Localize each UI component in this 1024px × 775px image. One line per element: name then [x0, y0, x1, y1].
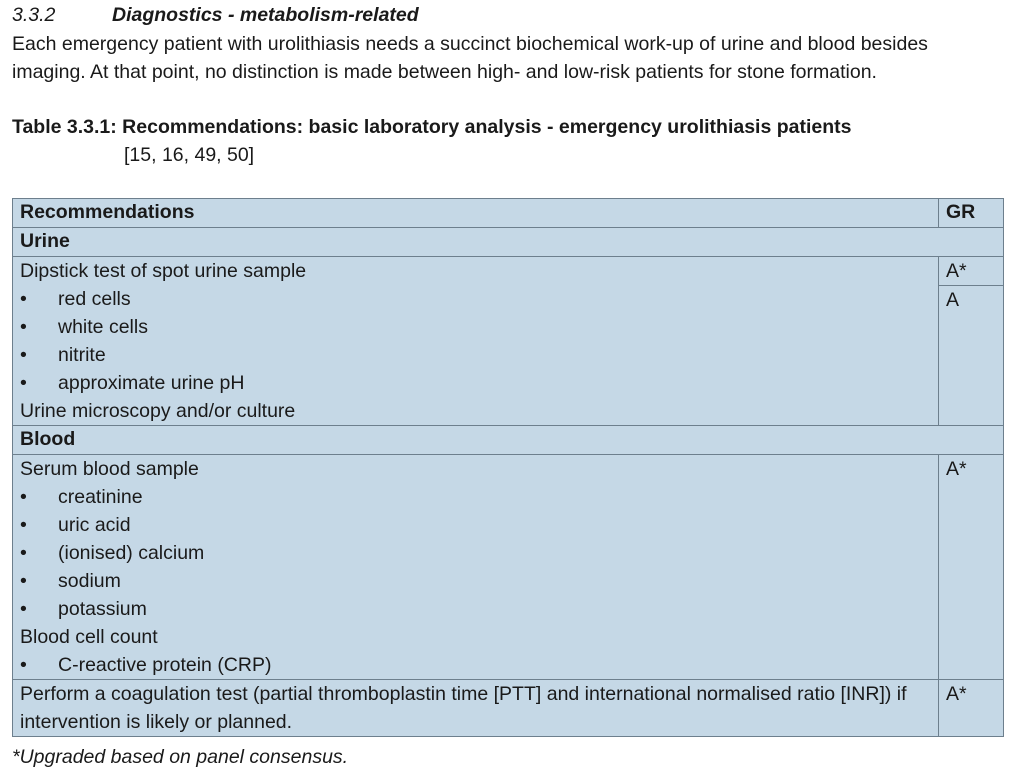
cell-count-text: Blood cell count — [20, 626, 158, 648]
microscopy-text: Urine microscopy and/or culture — [20, 400, 296, 422]
serum-grade: A* — [946, 458, 967, 480]
urine-recommendations — [13, 257, 939, 426]
table-row-coagulation — [13, 680, 1004, 737]
list-item: • nitrite — [20, 341, 931, 369]
table-references: [15, 16, 49, 50] — [124, 144, 255, 166]
blood-recommendations — [13, 455, 939, 680]
header-gr: GR — [939, 199, 1004, 228]
coagulation-line-1: Perform a coagulation test (partial thromboplastin time [PTT] and international normalised ratio [INR]) if — [20, 683, 907, 705]
section-heading — [12, 2, 419, 29]
intro-paragraph — [12, 30, 1006, 86]
section-label-urine: Urine — [13, 228, 1004, 257]
coagulation-recommendation — [13, 680, 939, 737]
list-item: • uric acid — [20, 511, 931, 539]
header-recommendations: Recommendations — [13, 199, 939, 228]
coagulation-line-2: intervention is likely or planned. — [20, 711, 293, 733]
list-item: • red cells — [20, 285, 931, 313]
table-row-blood — [13, 455, 1004, 680]
blood-gr — [939, 455, 1004, 680]
list-item: • (ionised) calcium — [20, 539, 931, 567]
section-title: Diagnostics - metabolism-related — [112, 4, 419, 26]
footnote: *Upgraded based on panel consensus. — [12, 746, 349, 768]
serum-text: Serum blood sample — [20, 458, 199, 480]
table-caption: Table 3.3.1: Recommendations: basic laboratory analysis - emergency urolithiasis patients — [12, 116, 852, 138]
recommendations-table — [12, 198, 1004, 737]
list-item: • potassium — [20, 595, 931, 623]
coagulation-grade: A* — [946, 683, 967, 705]
section-number: 3.3.2 — [12, 4, 56, 26]
list-item: • white cells — [20, 313, 931, 341]
intro-line-2: imaging. At that point, no distinction is made between high- and low-risk patients for stone formation. — [12, 61, 877, 83]
section-row-urine — [13, 228, 1004, 257]
list-item: • C-reactive protein (CRP) — [20, 651, 931, 679]
list-item: • creatinine — [20, 483, 931, 511]
coagulation-gr — [939, 680, 1004, 737]
dipstick-grade: A* — [939, 257, 1003, 286]
urine-bullets-grade: A — [946, 289, 960, 311]
dipstick-text: Dipstick test of spot urine sample — [20, 260, 307, 282]
table-header-row — [13, 199, 1004, 228]
urine-gr — [939, 257, 1004, 426]
intro-line-1: Each emergency patient with urolithiasis needs a succinct biochemical work-up of urine and blood besides — [12, 33, 928, 55]
table-row-urine — [13, 257, 1004, 426]
section-label-blood: Blood — [13, 426, 1004, 455]
section-row-blood — [13, 426, 1004, 455]
list-item: • sodium — [20, 567, 931, 595]
list-item: • approximate urine pH — [20, 369, 931, 397]
